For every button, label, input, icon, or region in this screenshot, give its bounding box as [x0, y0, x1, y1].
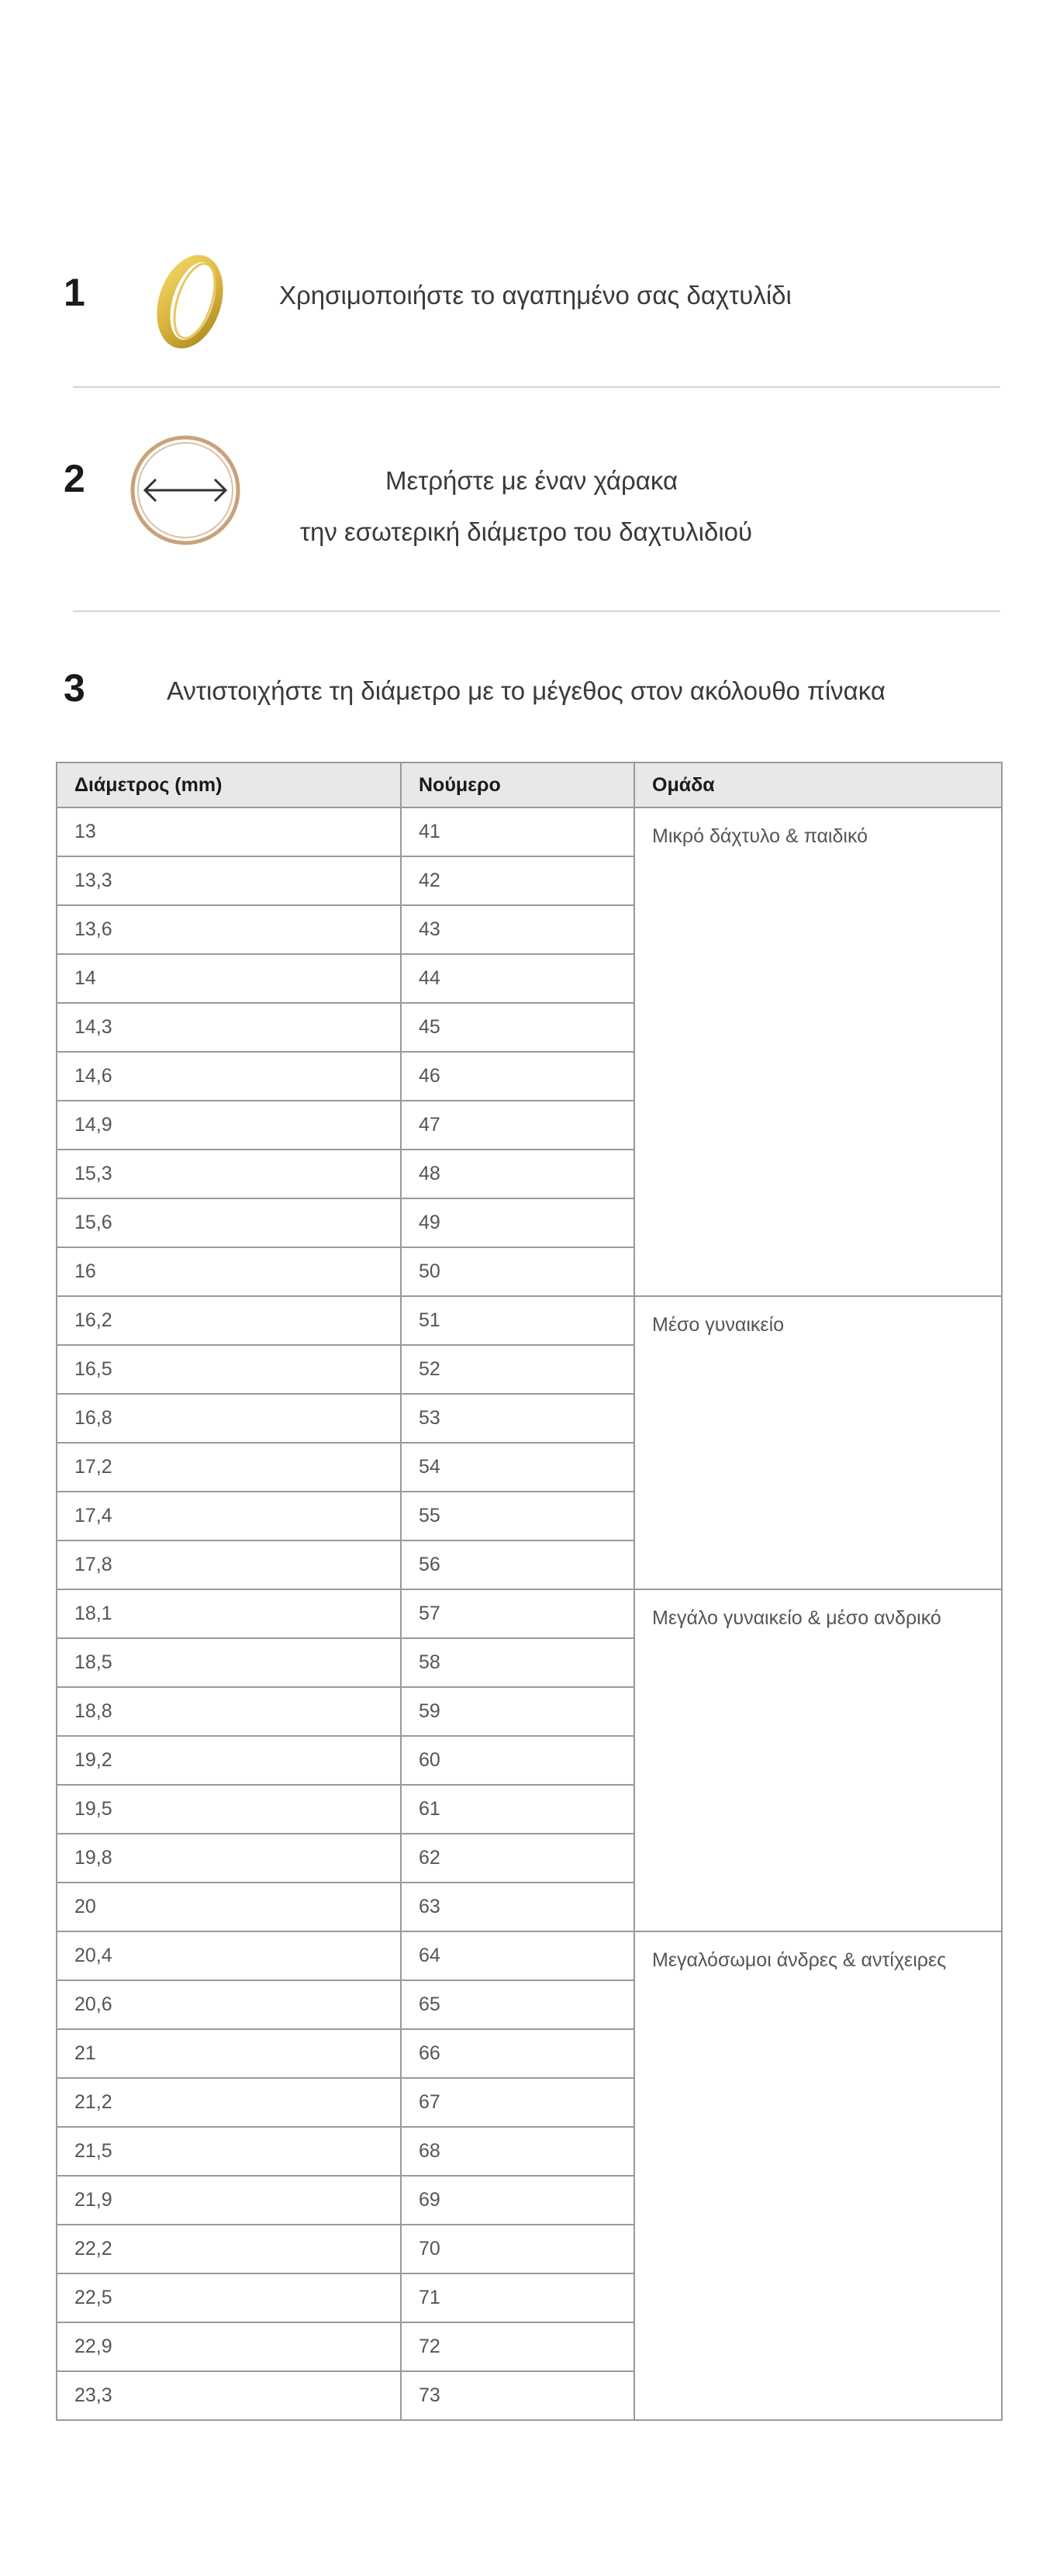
size-number-cell: 61 [401, 1785, 634, 1834]
diameter-cell: 14,3 [57, 1003, 401, 1052]
diameter-cell: 16,2 [57, 1296, 401, 1345]
size-number-cell: 73 [401, 2371, 634, 2420]
size-number-cell: 64 [401, 1931, 634, 1980]
size-number-cell: 49 [401, 1198, 634, 1247]
table-header-row [57, 762, 1002, 807]
divider-2 [73, 610, 1000, 612]
diameter-cell: 16,5 [57, 1345, 401, 1394]
size-number-cell: 55 [401, 1492, 634, 1540]
diameter-cell: 14,6 [57, 1052, 401, 1101]
step-2-text-line-2: την εσωτερική διάμετρο του δαχτυλιδιού [300, 517, 753, 546]
diameter-cell: 17,2 [57, 1443, 401, 1492]
diameter-cell: 21,5 [57, 2127, 401, 2176]
size-number-cell: 62 [401, 1834, 634, 1883]
diameter-cell: 22,9 [57, 2322, 401, 2371]
diameter-cell: 15,3 [57, 1150, 401, 1198]
diameter-cell: 23,3 [57, 2371, 401, 2420]
header-size-number: Νούμερο [401, 762, 634, 807]
size-number-cell: 43 [401, 905, 634, 954]
diameter-cell: 20 [57, 1883, 401, 1931]
size-number-cell: 44 [401, 954, 634, 1003]
size-number-cell: 46 [401, 1052, 634, 1101]
step-2-number: 2 [64, 457, 85, 500]
divider-1 [73, 386, 1000, 388]
size-number-cell: 47 [401, 1101, 634, 1150]
size-number-cell: 56 [401, 1540, 634, 1589]
diameter-cell: 22,5 [57, 2273, 401, 2322]
diameter-cell: 13,3 [57, 856, 401, 905]
size-number-cell: 57 [401, 1589, 634, 1638]
group-cell: Μέσο γυναικείο [634, 1296, 1002, 1589]
diameter-cell: 15,6 [57, 1198, 401, 1247]
table-row [57, 1931, 1002, 1980]
group-cell: Μεγαλόσωμοι άνδρες & αντίχειρες [634, 1931, 1002, 2420]
ring-diameter-icon [129, 434, 241, 546]
diameter-cell: 14 [57, 954, 401, 1003]
size-number-cell: 53 [401, 1394, 634, 1443]
diameter-cell: 17,4 [57, 1492, 401, 1540]
step-2-text-line-1: Μετρήστε με έναν χάρακα [385, 466, 678, 495]
table-row [57, 1589, 1002, 1638]
size-number-cell: 51 [401, 1296, 634, 1345]
size-number-cell: 63 [401, 1883, 634, 1931]
size-number-cell: 58 [401, 1638, 634, 1687]
diameter-cell: 18,1 [57, 1589, 401, 1638]
size-number-cell: 68 [401, 2127, 634, 2176]
size-number-cell: 42 [401, 856, 634, 905]
size-number-cell: 52 [401, 1345, 634, 1394]
step-3-text: Αντιστοιχήστε τη διάμετρο με το μέγεθος στον ακόλουθο πίνακα [167, 676, 886, 705]
diameter-cell: 19,2 [57, 1736, 401, 1785]
size-number-cell: 45 [401, 1003, 634, 1052]
size-number-cell: 65 [401, 1980, 634, 2029]
ring-size-table [56, 762, 1003, 2421]
size-number-cell: 66 [401, 2029, 634, 2078]
size-number-cell: 41 [401, 807, 634, 856]
size-number-cell: 70 [401, 2225, 634, 2273]
table-body [57, 807, 1002, 2420]
size-number-cell: 69 [401, 2176, 634, 2225]
diameter-cell: 21,2 [57, 2078, 401, 2127]
size-number-cell: 59 [401, 1687, 634, 1736]
group-cell: Μεγάλο γυναικείο & μέσο ανδρικό [634, 1589, 1002, 1931]
group-cell: Μικρό δάχτυλο & παιδικό [634, 807, 1002, 1296]
diameter-cell: 19,8 [57, 1834, 401, 1883]
diameter-cell: 16 [57, 1247, 401, 1296]
diameter-cell: 22,2 [57, 2225, 401, 2273]
diameter-cell: 17,8 [57, 1540, 401, 1589]
diameter-cell: 20,4 [57, 1931, 401, 1980]
diameter-cell: 13,6 [57, 905, 401, 954]
step-1-number: 1 [64, 271, 85, 314]
diameter-cell: 21,9 [57, 2176, 401, 2225]
gold-ring-icon [150, 250, 230, 354]
diameter-cell: 20,6 [57, 1980, 401, 2029]
diameter-cell: 16,8 [57, 1394, 401, 1443]
header-group: Ομάδα [634, 762, 1002, 807]
header-diameter: Διάμετρος (mm) [57, 762, 401, 807]
table-row [57, 1296, 1002, 1345]
size-number-cell: 60 [401, 1736, 634, 1785]
diameter-cell: 21 [57, 2029, 401, 2078]
step-3-number: 3 [64, 666, 85, 710]
size-number-cell: 54 [401, 1443, 634, 1492]
table-row [57, 807, 1002, 856]
diameter-cell: 19,5 [57, 1785, 401, 1834]
size-number-cell: 72 [401, 2322, 634, 2371]
size-number-cell: 50 [401, 1247, 634, 1296]
diameter-cell: 14,9 [57, 1101, 401, 1150]
diameter-cell: 18,5 [57, 1638, 401, 1687]
step-1-text: Χρησιμοποιήστε το αγαπημένο σας δαχτυλίδι [279, 281, 792, 309]
size-number-cell: 71 [401, 2273, 634, 2322]
size-number-cell: 48 [401, 1150, 634, 1198]
diameter-cell: 18,8 [57, 1687, 401, 1736]
diameter-cell: 13 [57, 807, 401, 856]
size-number-cell: 67 [401, 2078, 634, 2127]
